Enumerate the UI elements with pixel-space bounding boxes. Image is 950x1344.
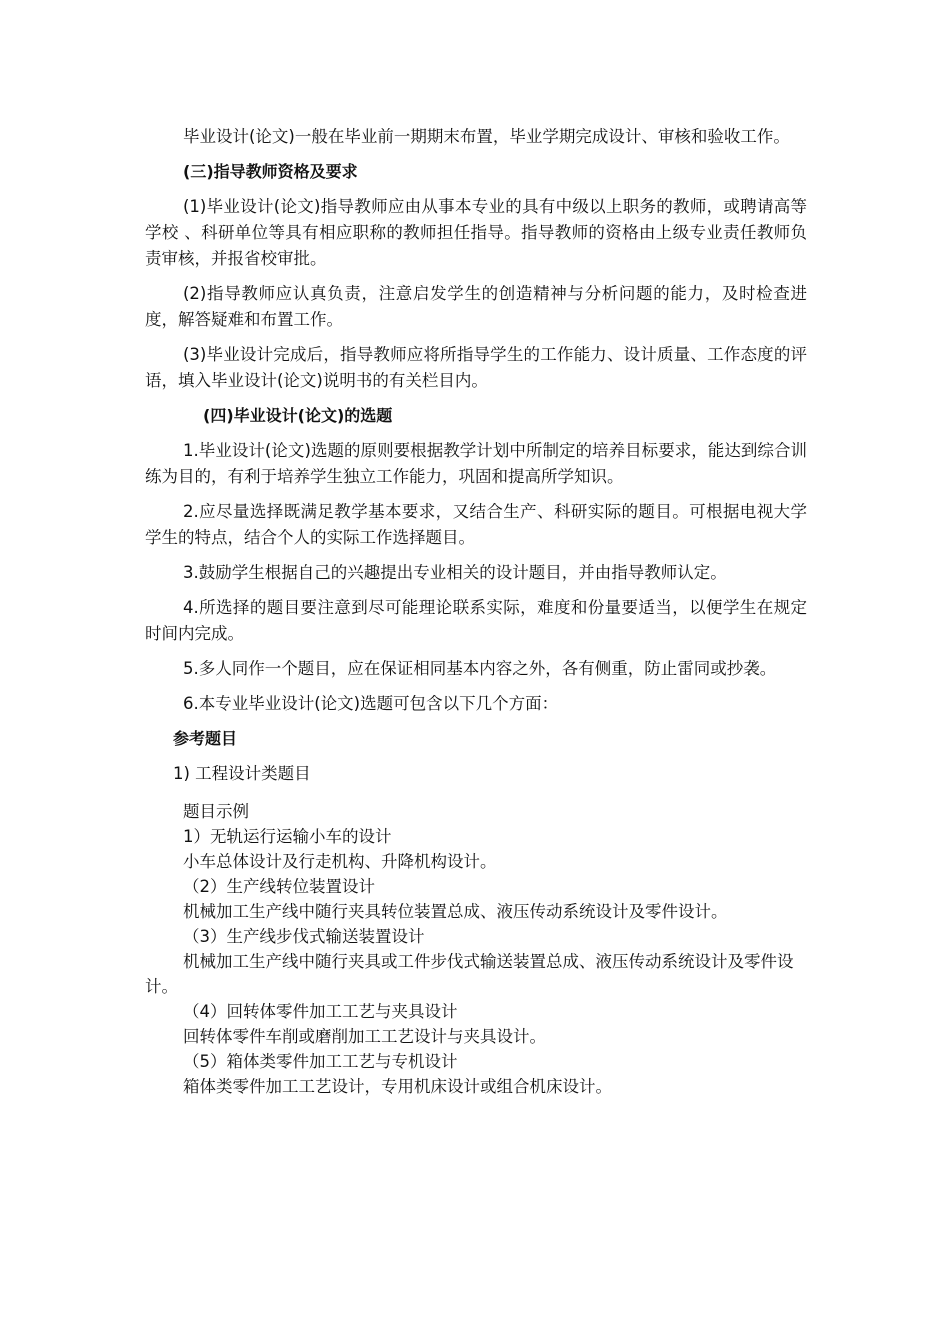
section-heading-topic-selection: (四)毕业设计(论文)的选题 xyxy=(203,406,393,425)
example-desc-3: 机械加工生产线中随行夹具或工件步伐式输送装置总成、液压传动系统设计及零件设计。 xyxy=(145,952,794,996)
example-desc-5: 箱体类零件加工工艺设计，专用机床设计或组合机床设计。 xyxy=(183,1077,612,1096)
example-title-5: （5）箱体类零件加工工艺与专机设计 xyxy=(183,1052,458,1071)
examples-label: 题目示例 xyxy=(183,802,249,821)
example-desc-4: 回转体零件车削或磨削加工工艺设计与夹具设计。 xyxy=(183,1027,546,1046)
paragraph-schedule: 毕业设计(论文)一般在毕业前一期期末布置，毕业学期完成设计、审核和验收工作。 xyxy=(183,127,790,146)
paragraph-advisor-1: (1)毕业设计(论文)指导教师应由从事本专业的具有中级以上职务的教师，或聘请高等学校 、科研单位等具有相应职称的教师担任指导。指导教师的资格由上级专业责任教师负责审核，并报省校审批。 xyxy=(145,197,807,268)
engineering-design-topics-label: 1) 工程设计类题目 xyxy=(173,764,311,783)
paragraph-advisor-2: (2)指导教师应认真负责，注意启发学生的创造精神与分析问题的能力，及时检查进度，解答疑难和布置工作。 xyxy=(145,284,807,329)
paragraph-topic-4: 4.所选择的题目要注意到尽可能理论联系实际，难度和份量要适当，以便学生在规定时间内完成。 xyxy=(145,598,807,643)
section-heading-advisor-qualifications: (三)指导教师资格及要求 xyxy=(183,162,358,181)
reference-topics-heading: 参考题目 xyxy=(173,729,238,748)
example-desc-1: 小车总体设计及行走机构、升降机构设计。 xyxy=(183,852,497,871)
example-title-3: （3）生产线步伐式输送装置设计 xyxy=(183,927,425,946)
example-desc-2: 机械加工生产线中随行夹具转位装置总成、液压传动系统设计及零件设计。 xyxy=(183,902,728,921)
paragraph-topic-3: 3.鼓励学生根据自己的兴趣提出专业相关的设计题目，并由指导教师认定。 xyxy=(183,563,727,582)
paragraph-topic-1: 1.毕业设计(论文)选题的原则要根据教学计划中所制定的培养目标要求，能达到综合训练为目的，有利于培养学生独立工作能力，巩固和提高所学知识。 xyxy=(145,441,807,486)
document-body xyxy=(145,124,807,1099)
example-title-1: 1）无轨运行运输小车的设计 xyxy=(183,827,392,846)
paragraph-topic-6: 6.本专业毕业设计(论文)选题可包含以下几个方面： xyxy=(183,694,559,713)
example-title-4: （4）回转体零件加工工艺与夹具设计 xyxy=(183,1002,458,1021)
paragraph-topic-2: 2.应尽量选择既满足教学基本要求，又结合生产、科研实际的题目。可根据电视大学学生的特点，结合个人的实际工作选择题目。 xyxy=(145,502,807,547)
paragraph-advisor-3: (3)毕业设计完成后，指导教师应将所指导学生的工作能力、设计质量、工作态度的评语，填入毕业设计(论文)说明书的有关栏目内。 xyxy=(145,345,807,390)
paragraph-topic-5: 5.多人同作一个题目，应在保证相同基本内容之外，各有侧重，防止雷同或抄袭。 xyxy=(183,659,777,678)
topic-examples-list xyxy=(145,799,807,1099)
example-title-2: （2）生产线转位装置设计 xyxy=(183,877,375,896)
